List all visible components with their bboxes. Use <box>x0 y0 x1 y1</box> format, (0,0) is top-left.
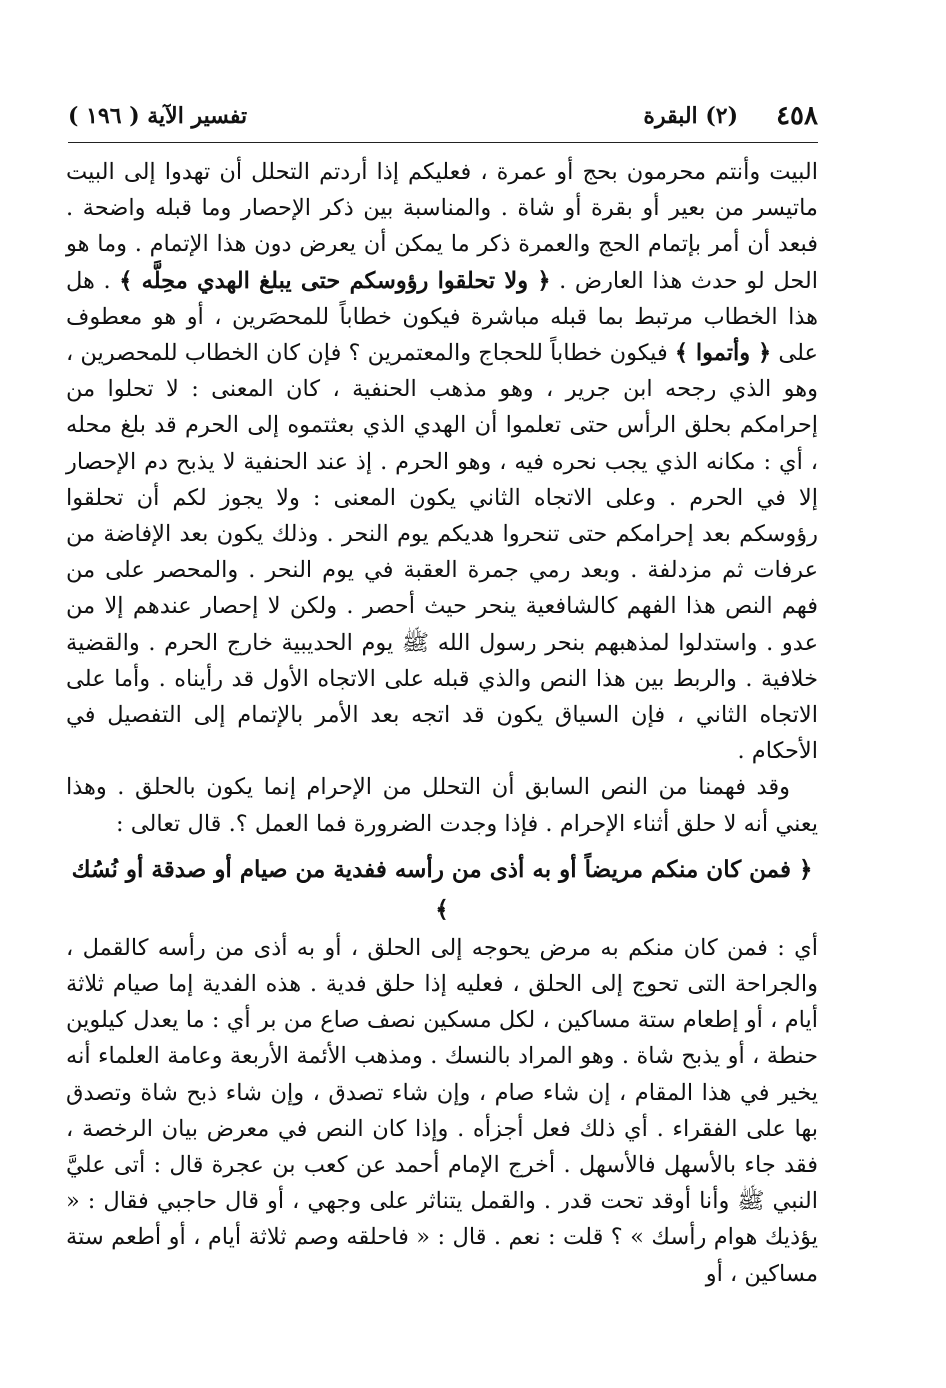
running-header <box>68 96 818 136</box>
surah-name: (٢) البقرة <box>643 103 738 129</box>
paragraph-1-end: فيكون خطاباً للحجاج والمعتمرين ؟ فإن كان الخطاب للمحصرين ، وهو الذي رجحه ابن جرير ، وهو مذهب الحنفية ، كان المعنى : لا تحلوا من إحرامكم بحلق الرأس حتى تعلموا أن الهدي الذي بعثتموه إلى الحرم قد بلغ محله ، أي : مكانه الذي يجب نحره فيه ، وهو الحرم . إذ عند الحنفية لا يذبح دم الإحصار إلا في الحرم . وعلى الاتجاه الثاني يكون المعنى : ولا يجوز لكم أن تحلقوا رؤوسكم بعد إحرامكم حتى تنحروا هديكم يوم النحر . وذلك يكون بعد الإفاضة من عرفات ثم مزدلفة . وبعد رمي جمرة العقبة في يوم النحر . والمحصر على من فهم النص هذا الفهم كالشافعية ينحر حيث أحصر . ولكن لا إحصار عندهم إلا من عدو . واستدلوا لمذهبهم بنحر رسول الله ﷺ يوم الحديبية خارج الحرم . والقضية خلافية . والربط بين هذا النص والذي قبله على الاتجاه الأول قد رأيناه . وأما على الاتجاه الثاني ، فإن السياق يكون قد اتجه بعد الأمر بالإتمام إلى التفصيل في الأحكام . <box>66 340 818 765</box>
paragraph-2: وقد فهمنا من النص السابق أن التحلل من الإحرام إنما يكون بالحلق . وهذا يعني أنه لا حلق أثناء الإحرام . فإذا وجدت الضرورة فما العمل ؟. قال تعالى : <box>66 774 818 837</box>
paragraph-1 <box>66 154 818 769</box>
quran-verse-3: ﴿ فمن كان منكم مريضاً أو به أذى من رأسه ففدية من صيام أو صدقة أو نُسُك ﴾ <box>71 855 813 923</box>
quran-verse-1: ﴿ ولا تحلقوا رؤوسكم حتى يبلغ الهدي محِلَّه ﴾ <box>119 267 551 294</box>
quran-verse-2: ﴿ وأتموا ﴾ <box>674 340 772 367</box>
paragraph-3: أي : فمن كان منكم به مرض يحوجه إلى الحلق ، أو به أذى من رأسه كالقمل ، والجراحة التى تحوج إلى الحلق ، فعليه إذا حلق فدية . هذه الفدية إما صيام ثلاثة أيام ، أو إطعام ستة مساكين ، لكل مسكين نصف صاع من بر أي : ما يعدل كيلوين حنطة ، أو يذبح شاة . وهو المراد بالنسك . ومذهب الأئمة الأربعة وعامة العلماء أنه يخير في هذا المقام ، إن شاء صام ، وإن شاء تصدق ، وإن شاء ذبح شاة وتصدق بها على الفقراء . أي ذلك فعل أجزأه . وإذا كان النص في معرض بيان الرخصة ، فقد جاء بالأسهل فالأسهل . أخرج الإمام أحمد عن كعب بن عجرة قال : أتى عليَّ النبي ﷺ وأنا أوقد تحت قدر . والقمل يتناثر على وجهي ، أو قال حاجبي فقال : « يؤذيك هوام رأسك » ؟ قلت : نعم . قال : « فاحلقه وصم ثلاثة أيام ، أو أطعم ستة مساكين ، أو <box>66 934 818 1287</box>
page-number: ٤٥٨ <box>776 101 818 131</box>
body-text <box>66 154 818 1292</box>
section-title: تفسير الآية ( ١٩٦ ) <box>68 103 248 129</box>
paragraph-1-middle: . هل هذا الخطاب مرتبط بما قبله مباشرة فيكون خطاباً للمحصَرين ، أو هو معطوف على <box>66 267 818 367</box>
paragraph-1-start: البيت وأنتم محرمون بحج أو عمرة ، فعليكم إذا أردتم التحلل أن تهدوا إلى البيت ماتيسر من بعير أو بقرة أو شاة . والمناسبة بين ذكر الإحصار وما قبله واضحة . فبعد أن أمر بإتمام الحج والعمرة ذكر ما يمكن أن يعرض دون هذا الإتمام . وما هو الحل لو حدث هذا العارض . <box>66 159 819 294</box>
header-rule <box>68 142 818 143</box>
